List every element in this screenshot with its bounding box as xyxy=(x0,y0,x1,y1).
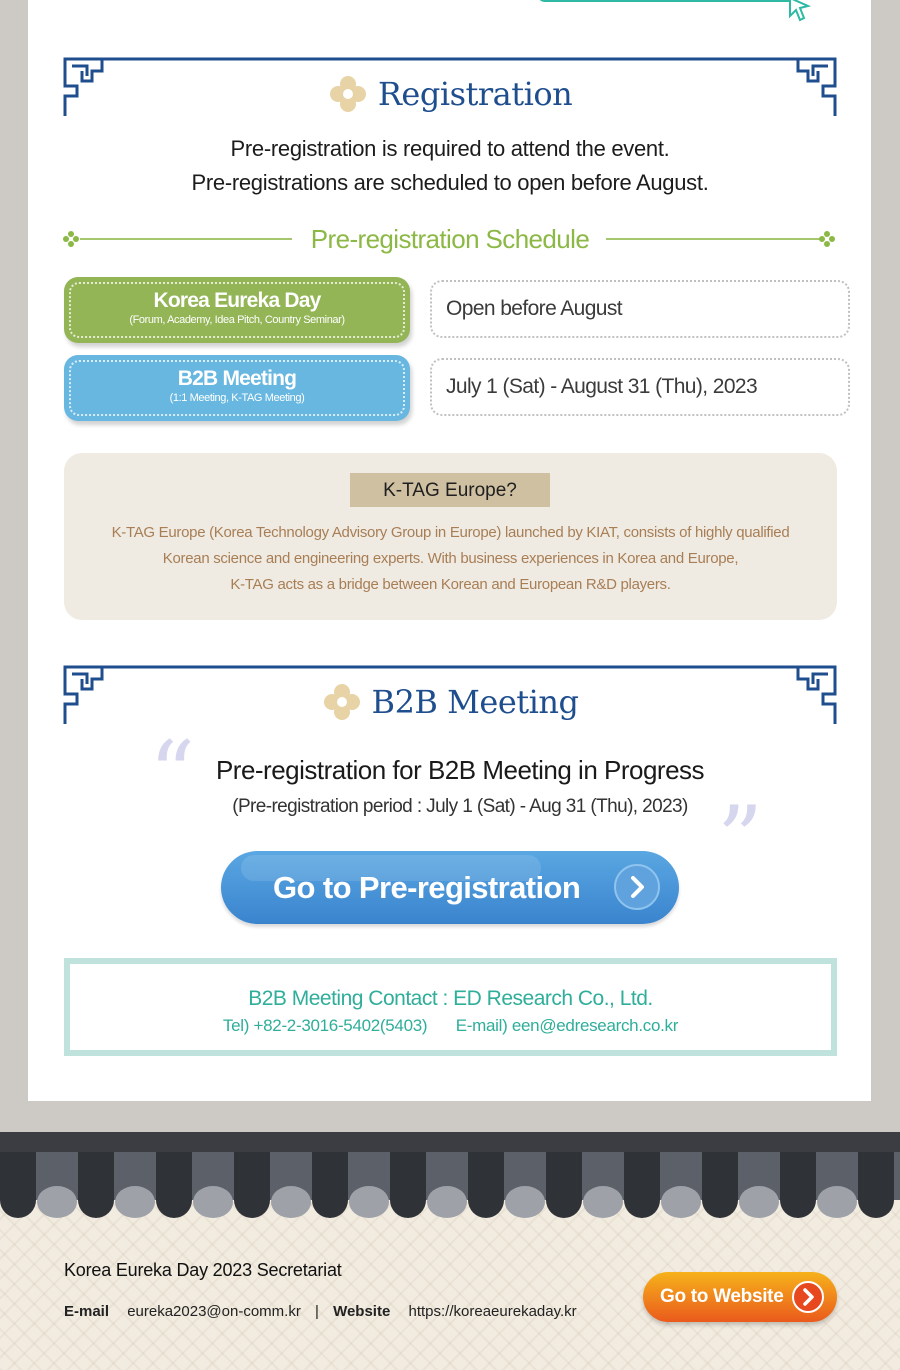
registration-title xyxy=(0,74,900,119)
secretariat-title: Korea Eureka Day 2023 Secretariat xyxy=(64,1260,342,1280)
top-button-edge[interactable] xyxy=(537,0,797,2)
schedule-label-eureka-day xyxy=(64,277,410,343)
b2b-title xyxy=(0,682,900,727)
b2b-title-text: B2B Meeting xyxy=(371,683,579,721)
registration-title-text: Registration xyxy=(377,75,573,113)
schedule-header xyxy=(62,222,838,256)
flower-icon xyxy=(322,682,362,722)
schedule-label-sub: (Forum, Academy, Idea Pitch, Country Seminar) xyxy=(129,314,345,326)
contact-info xyxy=(70,1014,831,1038)
secretariat-info xyxy=(64,1303,587,1320)
go-to-website-label: Go to Website xyxy=(660,1286,784,1307)
ktag-line-2: Korean science and engineering experts. With business experiences in Korea and Europe, xyxy=(162,550,739,567)
website-label: Website xyxy=(333,1303,391,1320)
flower-icon xyxy=(328,74,368,114)
right-flower-icon xyxy=(818,230,836,248)
email-label: E-mail xyxy=(64,1303,110,1320)
contact-tel: Tel) +82-2-3016-5402(5403) xyxy=(222,1016,428,1035)
roof-tiles-decoration xyxy=(0,1132,900,1232)
go-to-website-button[interactable] xyxy=(643,1272,837,1322)
pointer-cursor-icon xyxy=(786,0,814,22)
intro-line-1: Pre-registration is required to attend the event. xyxy=(230,136,670,161)
website-value[interactable]: https://koreaeurekaday.kr xyxy=(408,1303,577,1320)
chevron-right-icon xyxy=(792,1281,824,1313)
ktag-info-box xyxy=(64,453,837,620)
close-quote-icon: ” xyxy=(717,787,764,892)
contact-title: B2B Meeting Contact : ED Research Co., Ltd. xyxy=(248,987,653,1010)
schedule-label-main: Korea Eureka Day xyxy=(153,289,321,312)
open-quote-icon: “ xyxy=(149,722,196,827)
schedule-label-b2b xyxy=(64,355,410,421)
go-to-preregistration-label: Go to Pre-registration xyxy=(273,870,581,905)
schedule-label-sub: (1:1 Meeting, K-TAG Meeting) xyxy=(169,392,305,404)
schedule-label-main: B2B Meeting xyxy=(177,367,297,390)
separator: | xyxy=(315,1303,319,1320)
email-value[interactable]: eureka2023@on-comm.kr xyxy=(127,1303,301,1320)
schedule-title: Pre-registration Schedule xyxy=(310,224,590,254)
registration-intro xyxy=(0,132,900,200)
footer xyxy=(0,1132,900,1370)
b2b-period: (Pre-registration period : July 1 (Sat) - Aug 31 (Thu), 2023) xyxy=(232,796,688,817)
intro-line-2: Pre-registrations are scheduled to open before August. xyxy=(191,170,709,195)
ktag-line-1: K-TAG Europe (Korea Technology Advisory Group in Europe) launched by KIAT, consists of highly qualified xyxy=(111,524,790,541)
ktag-title: K-TAG Europe? xyxy=(350,473,550,507)
schedule-value-eureka-day: Open before August xyxy=(430,280,850,338)
schedule-value-b2b: July 1 (Sat) - August 31 (Thu), 2023 xyxy=(430,358,850,416)
contact-email: E-mail) een@edresearch.co.kr xyxy=(455,1016,679,1035)
b2b-contact-box xyxy=(64,958,837,1056)
chevron-right-icon xyxy=(614,864,660,910)
b2b-heading: Pre-registration for B2B Meeting in Progress xyxy=(215,755,705,785)
ktag-description xyxy=(64,520,837,598)
schedule-line-right xyxy=(606,238,820,240)
go-to-preregistration-button[interactable] xyxy=(221,851,679,924)
ktag-line-3: K-TAG acts as a bridge between Korean and European R&D players. xyxy=(230,576,671,593)
